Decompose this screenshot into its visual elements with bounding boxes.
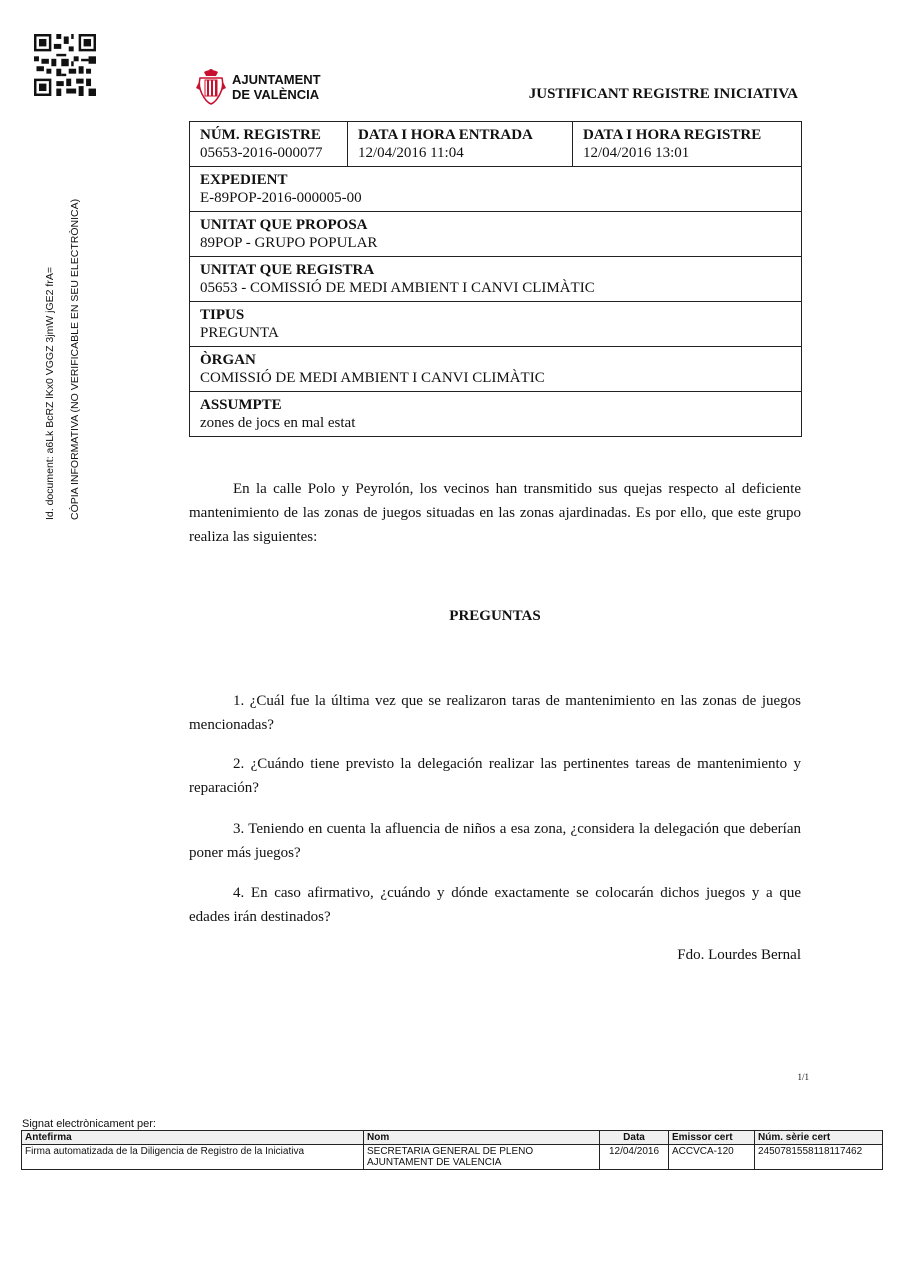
question-1: 1. ¿Cuál fue la última vez que se realizaron taras de mantenimiento en las zonas de juegos mencionadas? [189,693,801,733]
unitat-registra-value: 05653 - COMISSIÓ DE MEDI AMBIENT I CANVI CLIMÀTIC [200,280,595,296]
assumpte-value: zones de jocs en mal estat [200,415,356,431]
ajuntament-logo [196,68,321,106]
questions-heading: PREGUNTAS [449,608,541,624]
unitat-registra-label: UNITAT QUE REGISTRA [200,262,375,278]
tipus-label: TIPUS [200,307,245,323]
copy-notice: CÒPIA INFORMATIVA (NO VERIFICABLE EN SEU ELECTRÒNICA) [69,198,81,520]
tipus-value: PREGUNTA [200,325,279,341]
side-text [38,120,88,520]
registry-table [189,121,802,437]
expedient-label: EXPEDIENT [200,172,288,188]
question-2: 2. ¿Cuándo tiene previsto la delegación realizar las pertinentes tareas de mantenimiento y reparación? [189,756,801,796]
org-name-line2: DE VALÈNCIA [232,87,320,102]
data-entrada-label: DATA I HORA ENTRADA [358,127,533,143]
nom-line2: AJUNTAMENT DE VALENCIA [367,1157,502,1168]
unitat-registra-cell [190,257,802,302]
nom-value [364,1145,600,1170]
antefirma-value: Firma automatizada de la Diligencia de Registro de la Iniciativa [22,1145,364,1170]
nom-line1: SECRETARIA GENERAL DE PLENO [367,1146,534,1157]
data-entrada-cell [348,122,573,167]
tipus-cell [190,302,802,347]
question-4: 4. En caso afirmativo, ¿cuándo y dónde exactamente se colocarán dichos juegos y a que edades irán destinados? [189,885,801,925]
organ-value: COMISSIÓ DE MEDI AMBIENT I CANVI CLIMÀTIC [200,370,545,386]
antefirma-header: Antefirma [22,1131,364,1145]
signature-table [21,1130,883,1170]
signed-by-label: Signat electrònicament per: [22,1118,156,1130]
question-3: 3. Teniendo en cuenta la afluencia de niños a esa zona, ¿considera la delegación que deberían poner más juegos? [189,821,801,861]
num-registre-cell [190,122,348,167]
page-number: 1/1 [797,1072,809,1082]
emissor-value: ACCVCA-120 [669,1145,755,1170]
data-registre-cell [573,122,802,167]
unitat-proposa-cell [190,212,802,257]
intro-paragraph: En la calle Polo y Peyrolón, los vecinos han transmitido sus quejas respecto al deficiente mantenimiento de las zonas de juegos situadas en las zonas ajardinadas. Es por ello, que este grupo realiza las siguientes: [189,481,801,545]
num-registre-label: NÚM. REGISTRE [200,127,321,143]
data-registre-value: 12/04/2016 13:01 [583,145,690,161]
data-entrada-value: 12/04/2016 11:04 [358,145,464,161]
nom-header: Nom [364,1131,600,1145]
document-id: Id. document: a6Lk BcRZ lKx0 VGGZ 3jmW jGE2 frA= [44,267,56,520]
data-registre-label: DATA I HORA REGISTRE [583,127,762,143]
data-value: 12/04/2016 [600,1145,669,1170]
serie-header: Núm. sèrie cert [755,1131,883,1145]
serie-value: 2450781558118117462 [755,1145,883,1170]
organ-label: ÒRGAN [200,352,256,368]
qr-code-icon [34,34,96,96]
signature-text: Fdo. Lourdes Bernal [677,947,801,963]
emissor-header: Emissor cert [669,1131,755,1145]
unitat-proposa-label: UNITAT QUE PROPOSA [200,217,368,233]
document-title: JUSTIFICANT REGISTRE INICIATIVA [528,86,798,102]
org-name-line1: AJUNTAMENT [232,72,321,87]
city-crest-icon [196,68,226,106]
assumpte-cell [190,392,802,437]
unitat-proposa-value: 89POP - GRUPO POPULAR [200,235,378,251]
expedient-value: E-89POP-2016-000005-00 [200,190,362,206]
num-registre-value: 05653-2016-000077 [200,145,323,161]
assumpte-label: ASSUMPTE [200,397,282,413]
signature-row [22,1145,883,1170]
expedient-cell [190,167,802,212]
organ-cell [190,347,802,392]
data-header: Data [600,1131,669,1145]
